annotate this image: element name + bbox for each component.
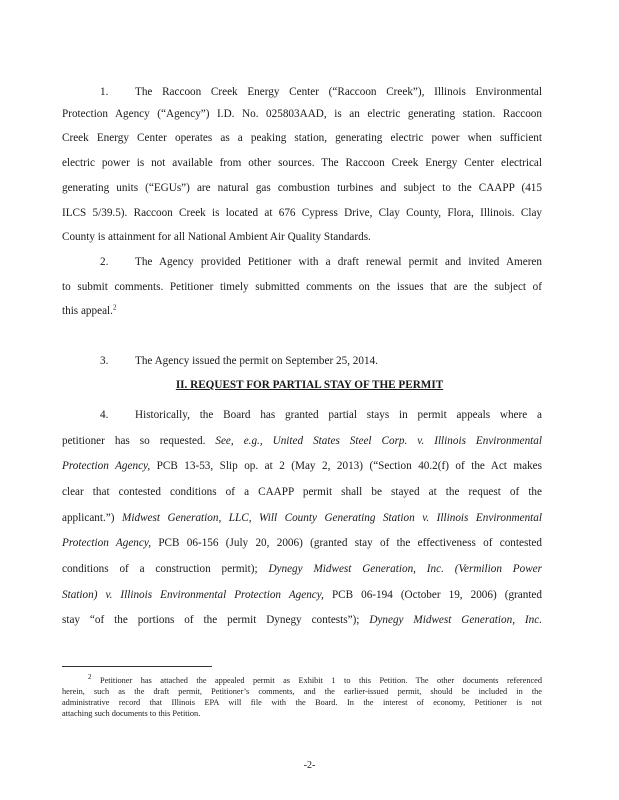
page-number: -2- (303, 760, 316, 771)
paragraph-4-line-3: Protection Agency, PCB 13-53, Slip op. at 2 (May 2, 2013) (“Section 40.2(f) of the Act makes (62, 460, 542, 472)
paragraph-1-line-1: The Raccoon Creek Energy Center (“Raccoon Creek”), Illinois Environmental (135, 86, 542, 98)
footnote-line-2: herein, such as the draft permit, Petitioner’s comments, and the earlier-issued permit, should be included in the (62, 687, 542, 696)
paragraph-1-line-3: Creek Energy Center operates as a peaking station, generating electric power when sufficient (62, 132, 542, 144)
paragraph-4-line-1: Historically, the Board has granted partial stays in permit appeals where a (135, 409, 542, 421)
footnote-line-4: attaching such documents to this Petition. (62, 709, 201, 718)
paragraph-4-line-5: applicant.”) Midwest Generation, LLC, Will County Generating Station v. Illinois Environmental (62, 512, 542, 524)
paragraph-1-line-6: ILCS 5/39.5). Raccoon Creek is located at 676 Cypress Drive, Clay County, Flora, Illinois. Clay (62, 207, 542, 219)
paragraph-2-line-3: this appeal.$^2$ (62, 303, 117, 317)
paragraph-number-2: 2. (100, 256, 109, 268)
paragraph-2-line-1: The Agency provided Petitioner with a draft renewal permit and invited Ameren (135, 256, 542, 268)
paragraph-4-line-2: petitioner has so requested. See, e.g., United States Steel Corp. v. Illinois Environmental (62, 435, 542, 447)
paragraph-1-line-2: Protection Agency (“Agency”) I.D. No. 025803AAD, is an electric generating station. Raccoon (62, 108, 542, 120)
paragraph-3-text: The Agency issued the permit on September 25, 2014. (135, 355, 378, 367)
paragraph-2-line-2: to submit comments. Petitioner timely submitted comments on the issues that are the subject of (62, 281, 542, 293)
paragraph-1-line-5: generating units (“EGUs”) are natural gas combustion turbines and subject to the CAAPP (415 (62, 182, 542, 194)
paragraph-4-line-4: clear that contested conditions of a CAAPP permit shall be stayed at the request of the (62, 486, 542, 498)
paragraph-4-line-8: Station) v. Illinois Environmental Protection Agency, PCB 06-194 (October 19, 2006) (granted (62, 589, 542, 601)
paragraph-1-line-7: County is attainment for all National Ambient Air Quality Standards. (62, 231, 371, 243)
footnote-marker: 2 (88, 673, 92, 682)
paragraph-number-3: 3. (100, 355, 109, 367)
footnote-divider (62, 666, 212, 667)
footnote-line-3: administrative record that Illinois EPA will file with the Board. In the interest of economy, Petitioner is not (62, 698, 542, 707)
paragraph-1-line-4: electric power is not available from other sources. The Raccoon Creek Energy Center electrical (62, 157, 542, 169)
paragraph-4-line-7: conditions of a construction permit); Dynegy Midwest Generation, Inc. (Vermilion Power (62, 563, 542, 575)
section-heading: II. REQUEST FOR PARTIAL STAY OF THE PERMIT (175, 379, 444, 391)
footnote-line-1: $^2$ Petitioner has attached the appealed permit as Exhibit 1 to this Petition. The other documents referenced (88, 673, 542, 685)
paragraph-number-4: 4. (100, 409, 109, 421)
paragraph-number-1: 1. (100, 86, 109, 98)
footnote-ref: 2 (112, 303, 117, 312)
paragraph-4-line-9: stay “of the portions of the permit Dynegy contests”); Dynegy Midwest Generation, Inc. (62, 614, 542, 626)
paragraph-4-line-6: Protection Agency, PCB 06-156 (July 20, 2006) (granted stay of the effectiveness of contested (62, 537, 542, 549)
